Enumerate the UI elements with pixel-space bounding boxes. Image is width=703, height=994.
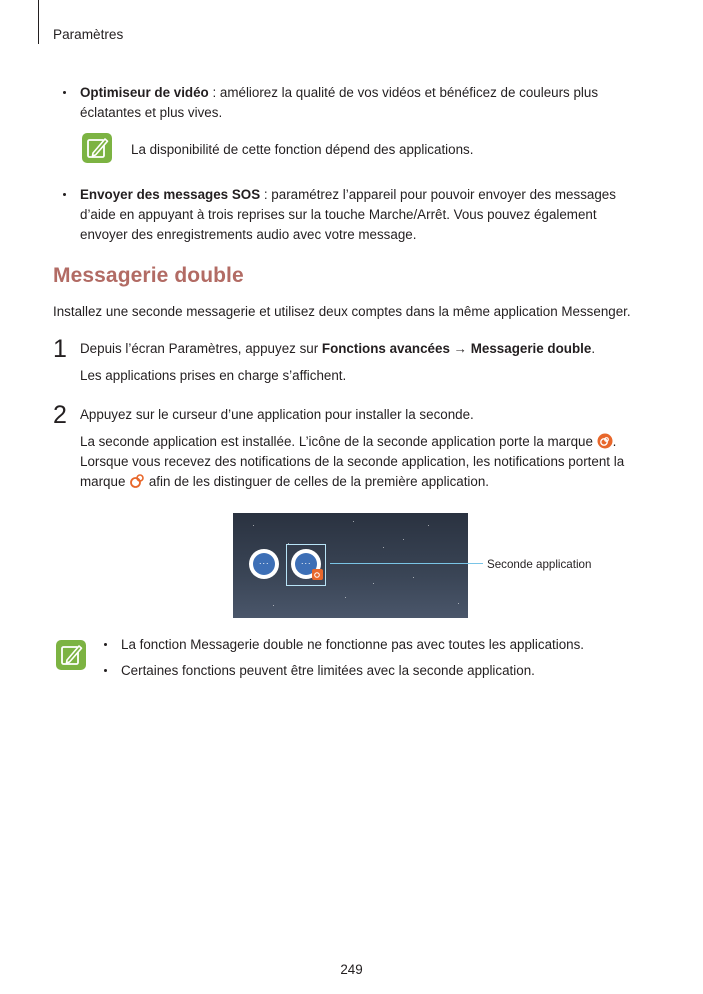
note-icon: [82, 133, 112, 163]
bullet-dot: [104, 643, 107, 646]
callout-leader-line: [330, 563, 483, 564]
screenshot-figure: [233, 513, 468, 618]
note-text: La disponibilité de cette fonction dépend des applications.: [131, 142, 474, 157]
step-1-text: [80, 339, 660, 359]
messenger-app-icon[interactable]: [249, 549, 279, 579]
chat-bubble-icon: ···: [253, 553, 275, 575]
step-number: 2: [53, 401, 67, 429]
header-rule: [38, 0, 39, 44]
page-number: 249: [340, 962, 363, 977]
bullet-term: Optimiseur de vidéo: [80, 85, 209, 100]
step-detail-text: . Lorsque vous recevez des notifications de la seconde application, les notifications portent la marque: [80, 434, 625, 489]
header-title: Paramètres: [53, 27, 124, 42]
step-detail-text: afin de les distinguer de celles de la première application.: [145, 474, 490, 489]
arrow-separator: →: [449, 341, 471, 356]
callout-label: Seconde application: [487, 558, 592, 571]
step-text-suffix: .: [591, 341, 596, 356]
chat-bubble-icon: ···: [295, 553, 317, 575]
bullet-dot: [63, 91, 66, 94]
note-item-text: Certaines fonctions peuvent être limitées avec la seconde application.: [121, 663, 535, 678]
note-icon: [56, 640, 86, 670]
dual-messenger-badge-icon: [597, 433, 613, 449]
section-title: Messagerie double: [53, 264, 244, 287]
step-menu-item: Messagerie double: [470, 341, 592, 356]
note-list-item: [104, 635, 664, 655]
bullet-text: : paramétrez l’appareil pour pouvoir envoyer des messages d’aide en appuyant à trois reprises sur la touche Marche/Arrêt. Vous pouvez également envoyer des enregistrements audio avec votre message.: [80, 187, 616, 242]
step-detail-text: La seconde application est installée. L’icône de la seconde application porte la marque: [80, 434, 597, 449]
step-number: 1: [53, 335, 67, 363]
bullet-text: : améliorez la qualité de vos vidéos et bénéficez de couleurs plus éclatantes et plus vives.: [80, 85, 599, 120]
bullet-term: Envoyer des messages SOS: [80, 187, 261, 202]
bullet-envoyer-sos: [63, 185, 643, 245]
dual-messenger-badge-icon: [312, 569, 323, 580]
bullet-dot: [104, 669, 107, 672]
section-intro: Installez une seconde messagerie et utilisez deux comptes dans la même application Messenger.: [53, 304, 631, 319]
step-text-prefix: Depuis l’écran Paramètres, appuyez sur: [80, 341, 322, 356]
pencil-note-icon: [82, 133, 112, 163]
step-2-text: Appuyez sur le curseur d’une application pour installer la seconde.: [80, 407, 474, 422]
step-menu-item: Fonctions avancées: [321, 341, 450, 356]
second-messenger-app-icon[interactable]: [291, 549, 321, 579]
step-2-detail: [80, 432, 640, 492]
step-1-detail: Les applications prises en charge s’affichent.: [80, 368, 347, 383]
dual-messenger-mark-icon: [129, 473, 145, 489]
bullet-optimiseur-video: [63, 83, 638, 123]
note-list-item: [104, 661, 664, 681]
pencil-note-icon: [56, 640, 86, 670]
note-item-text: La fonction Messagerie double ne fonctionne pas avec toutes les applications.: [121, 637, 585, 652]
bullet-dot: [63, 193, 66, 196]
